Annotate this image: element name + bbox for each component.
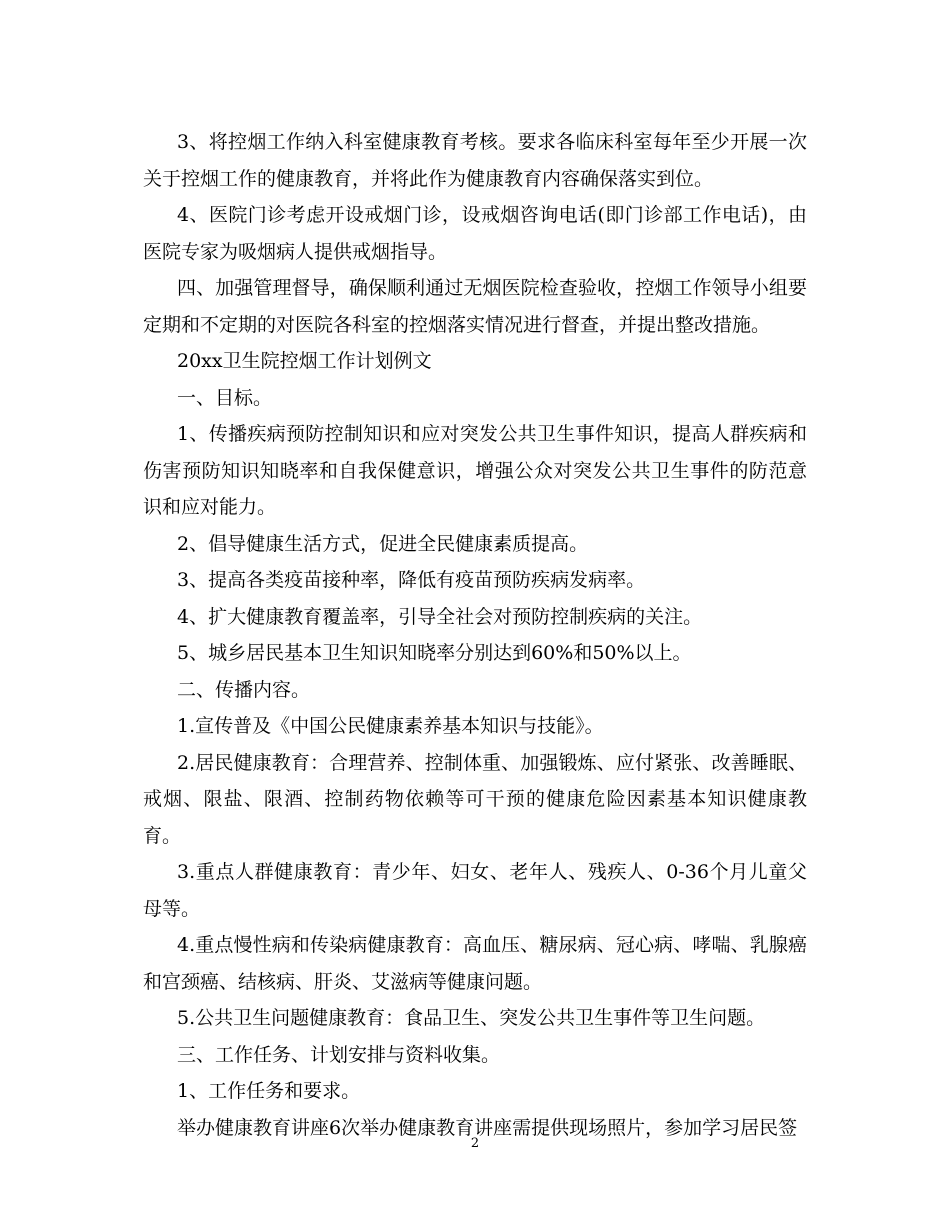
paragraph: 4、医院门诊考虑开设戒烟门诊，设戒烟咨询电话(即门诊部工作电话)，由医院专家为吸烟病人提供戒烟指导。 [143, 204, 807, 263]
paragraph: 1、工作任务和要求。 [177, 1080, 361, 1102]
paragraph: 举办健康教育讲座6次举办健康教育讲座需提供现场照片，参加学习居民签 [177, 1116, 798, 1139]
document-body [143, 124, 807, 1146]
heading: 三、工作任务、计划安排与资料收集。 [177, 1043, 501, 1066]
paragraph: 2、倡导健康生活方式，促进全民健康素质提高。 [177, 532, 589, 555]
paragraph: 1、传播疾病预防控制知识和应对突发公共卫生事件知识，提高人群疾病和伤害预防知识知晓率和自我保健意识，增强公众对突发公共卫生事件的防范意识和应对能力。 [143, 423, 807, 518]
heading: 一、目标。 [177, 386, 273, 409]
paragraph: 1.宣传普及《中国公民健康素养基本知识与技能》。 [177, 715, 604, 737]
paragraph: 四、加强管理督导，确保顺利通过无烟医院检查验收，控烟工作领导小组要定期和不定期的对医院各科室的控烟落实情况进行督查，并提出整改措施。 [143, 277, 807, 336]
heading: 二、传播内容。 [177, 678, 311, 701]
paragraph: 3、提高各类疫苗接种率，降低有疫苗预防疾病发病率。 [177, 569, 646, 591]
paragraph: 3、将控烟工作纳入科室健康教育考核。要求各临床科室每年至少开展一次关于控烟工作的健康教育，并将此作为健康教育内容确保落实到位。 [143, 131, 807, 190]
paragraph: 5、城乡居民基本卫生知识知晓率分别达到60%和50%以上。 [177, 642, 692, 664]
paragraph: 4、扩大健康教育覆盖率，引导全社会对预防控制疾病的关注。 [177, 605, 703, 628]
paragraph: 3.重点人群健康教育：青少年、妇女、老年人、残疾人、0-36个月儿童父母等。 [143, 861, 807, 920]
paragraph: 2.居民健康教育：合理营养、控制体重、加强锻炼、应付紧张、改善睡眠、戒烟、限盐、限酒、控制药物依赖等可干预的健康危险因素基本知识健康教育。 [143, 751, 807, 847]
paragraph: 4.重点慢性病和传染病健康教育：高血压、糖尿病、冠心病、哮喘、乳腺癌和宫颈癌、结核病、肝炎、艾滋病等健康问题。 [143, 934, 807, 993]
page-number: 2 [470, 1136, 480, 1151]
paragraph: 5.公共卫生问题健康教育：食品卫生、突发公共卫生事件等卫生问题。 [177, 1007, 766, 1029]
section-title: 20xx卫生院控烟工作计划例文 [177, 350, 432, 372]
